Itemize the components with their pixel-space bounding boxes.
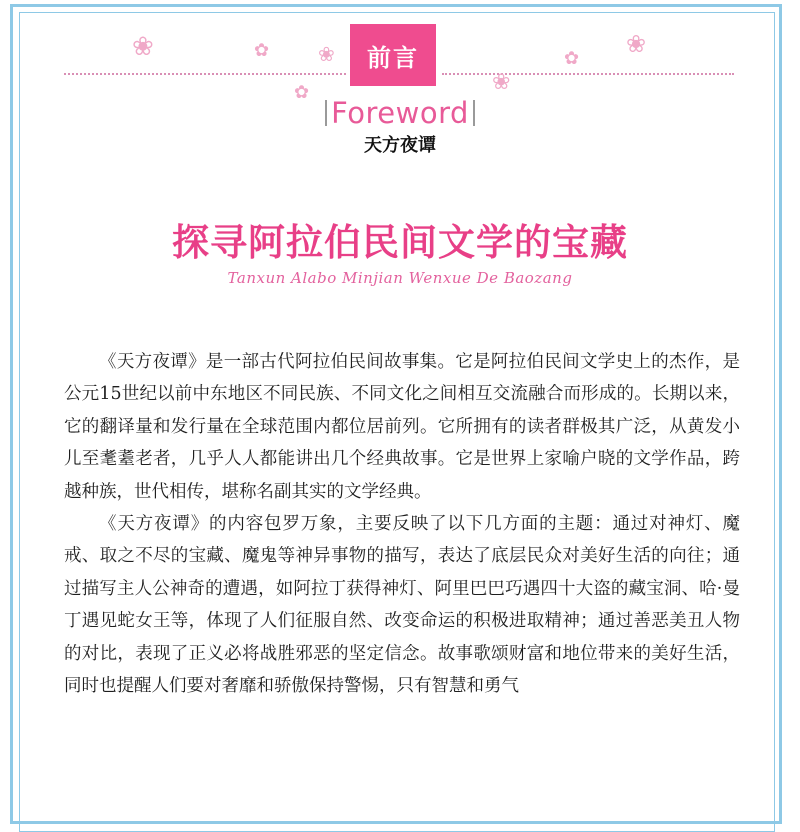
divider-bar: [325, 100, 327, 126]
flower-icon: ✿: [564, 48, 580, 69]
book-title: 天方夜谭: [364, 135, 436, 156]
flower-icon: ❀: [626, 30, 647, 58]
body-text: [64, 346, 740, 702]
paragraph: 《天方夜谭》的内容包罗万象，主要反映了以下几方面的主题：通过对神灯、魔戒、取之不尽的宝藏、魔鬼等神异事物的描写，表达了底层民众对美好生活的向往；通过描写主人公神奇的遭遇，如阿拉丁获得神灯、阿里巴巴巧遇四十大盗的藏宝洞、哈·曼丁遇见蛇女王等，体现了人们征服自然、改变命运的积极进取精神；通过善恶美丑人物的对比，表现了正义必将战胜邪恶的坚定信念。故事歌颂财富和地位带来的美好生活，同时也提醒人们要对奢靡和骄傲保持警惕，只有智慧和勇气: [64, 514, 740, 697]
dotted-divider-left: [64, 73, 346, 75]
flower-icon: ❀: [132, 32, 154, 62]
divider-bar: [473, 100, 475, 126]
flower-icon: ❀: [318, 42, 335, 66]
foreword-label: Foreword: [331, 96, 469, 130]
flower-icon: ✿: [254, 40, 270, 61]
chapter-title: 探寻阿拉伯民间文学的宝藏: [172, 220, 628, 264]
flower-icon: ✿: [294, 82, 310, 103]
flower-icon: ❀: [492, 70, 511, 95]
preface-badge: 前言: [350, 24, 436, 86]
chapter-title-pinyin: Tanxun Alabo Minjian Wenxue De Baozang: [227, 269, 573, 287]
dotted-divider-right: [442, 73, 734, 75]
paragraph: 《天方夜谭》是一部古代阿拉伯民间故事集。它是阿拉伯民间文学史上的杰作，是公元15世纪以前中东地区不同民族、不同文化之间相互交流融合而形成的。长期以来，它的翻译量和发行量在全球范围内都位居前列。它所拥有的读者群极其广泛，从黄发小儿至耄耋老者，几乎人人都能讲出几个经典故事。它是世界上家喻户晓的文学作品，跨越种族，世代相传，堪称名副其实的文学经典。: [64, 352, 740, 502]
foreword-label-row: [300, 94, 500, 132]
